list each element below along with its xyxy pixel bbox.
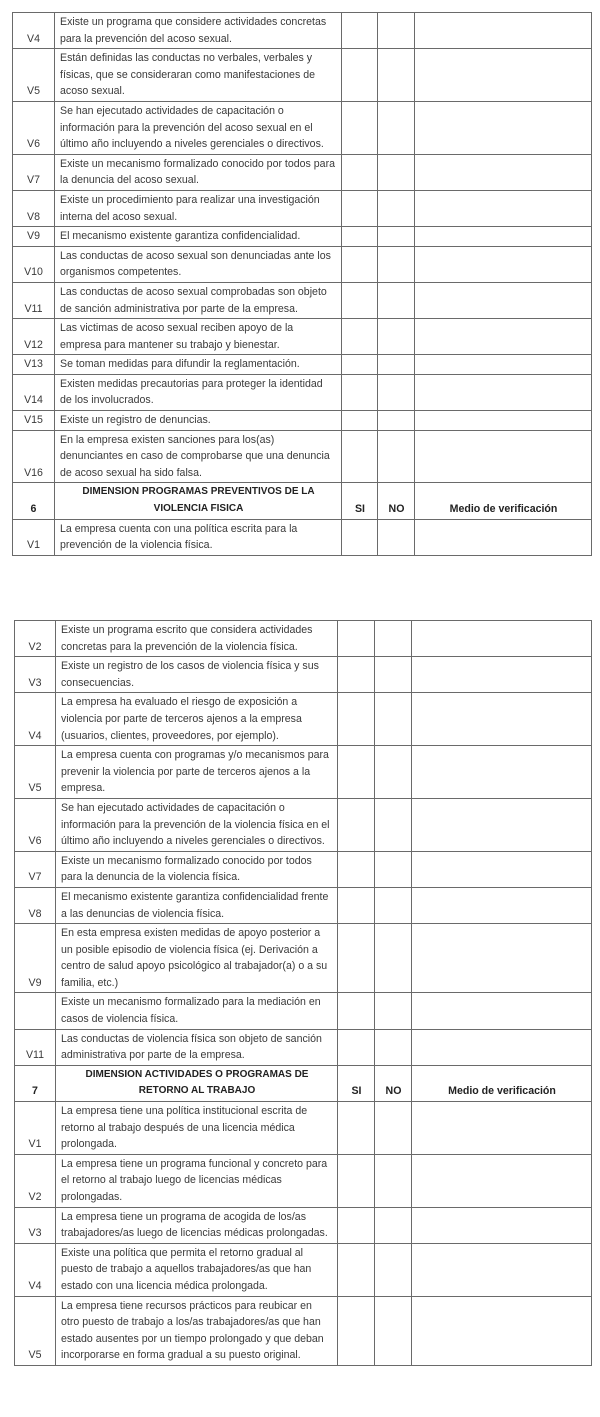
question-code: V5 [13,49,55,102]
no-answer-cell[interactable] [378,355,415,375]
question-code: V5 [15,746,56,799]
si-answer-cell[interactable] [338,1102,375,1155]
no-answer-cell[interactable] [375,621,412,657]
verification-cell[interactable] [412,1243,592,1296]
no-answer-cell[interactable] [375,1154,412,1207]
verification-cell[interactable] [412,851,592,887]
question-code: V12 [13,319,55,355]
question-row [13,154,592,190]
dimension-title: DIMENSION ACTIVIDADES O PROGRAMAS DE RETORNO AL TRABAJO [56,1065,338,1101]
question-text: Existe un mecanismo formalizado conocido por todos para la denuncia del acoso sexual. [55,154,342,190]
question-text: Las conductas de acoso sexual comprobadas son objeto de sanción administrativa por parte de la empresa. [55,282,342,318]
si-answer-cell[interactable] [338,746,375,799]
no-answer-cell[interactable] [378,13,415,49]
question-row [13,355,592,375]
question-code: V7 [13,154,55,190]
si-answer-cell[interactable] [338,1296,375,1365]
si-answer-cell[interactable] [342,13,378,49]
question-text: La empresa cuenta con una política escrita para la prevención de la violencia física. [55,519,342,555]
verification-cell[interactable] [415,319,592,355]
question-row [13,374,592,410]
question-code: V11 [15,1029,56,1065]
si-answer-cell[interactable] [338,1207,375,1243]
no-answer-cell[interactable] [378,227,415,247]
no-answer-cell[interactable] [378,430,415,483]
question-text: En esta empresa existen medidas de apoyo posterior a un posible episodio de violencia física (ej. Derivación a centro de salud apoyo psicológico al trabajador(a) o a su familia, etc.) [56,924,338,993]
no-answer-cell[interactable] [375,746,412,799]
question-code: V2 [15,621,56,657]
no-answer-cell[interactable] [375,1102,412,1155]
question-code: V6 [13,101,55,154]
question-row [13,282,592,318]
question-text: Se han ejecutado actividades de capacitación o información para la prevención del acoso sexual en el último año incluyendo a niveles gerenciales o directivos. [55,101,342,154]
verification-cell[interactable] [412,693,592,746]
verification-cell[interactable] [415,430,592,483]
question-text: Existe un mecanismo formalizado conocido por todos para la denuncia de la violencia física. [56,851,338,887]
question-row [13,49,592,102]
question-row [13,13,592,49]
si-answer-cell[interactable] [338,798,375,851]
dimension-title: DIMENSION PROGRAMAS PREVENTIVOS DE LA VIOLENCIA FISICA [55,483,342,519]
question-row [15,657,592,693]
verification-cell[interactable] [415,246,592,282]
verification-cell[interactable] [412,621,592,657]
question-text: Existe un mecanismo formalizado para la mediación en casos de violencia física. [56,993,338,1029]
no-answer-cell[interactable] [375,1243,412,1296]
question-row [15,798,592,851]
verification-cell[interactable] [412,887,592,923]
verification-cell[interactable] [412,1102,592,1155]
si-answer-cell[interactable] [338,621,375,657]
si-answer-cell[interactable] [338,693,375,746]
question-text: Existe una política que permita el retorno gradual al puesto de trabajo a aquellos trabajadores/as que han estado con una licencia médica prolongada. [56,1243,338,1296]
question-row [15,1207,592,1243]
verification-cell[interactable] [415,49,592,102]
verification-cell[interactable] [412,993,592,1029]
no-answer-cell[interactable] [375,1296,412,1365]
no-answer-cell[interactable] [375,657,412,693]
question-code: V3 [15,657,56,693]
si-answer-cell[interactable] [342,101,378,154]
dimension-header-row [13,483,592,519]
verification-cell[interactable] [412,1207,592,1243]
checklist-table-part-1 [12,12,592,556]
verification-cell[interactable] [415,374,592,410]
no-column-header: NO [378,483,415,519]
question-text: Las conductas de violencia física son objeto de sanción administrativa por parte de la empresa. [56,1029,338,1065]
verification-cell[interactable] [415,355,592,375]
si-answer-cell[interactable] [342,411,378,431]
question-row [13,519,592,555]
question-code: V11 [13,282,55,318]
verification-cell[interactable] [412,798,592,851]
si-answer-cell[interactable] [342,49,378,102]
verification-cell[interactable] [412,1296,592,1365]
question-text: Existe un registro de denuncias. [55,411,342,431]
question-code: V3 [15,1207,56,1243]
si-column-header: SI [342,483,378,519]
question-text: La empresa tiene un programa de acogida de los/as trabajadores/as luego de licencias médicas prolongadas. [56,1207,338,1243]
question-row [15,887,592,923]
question-row [15,1102,592,1155]
question-row [13,227,592,247]
question-row [13,246,592,282]
question-text: Se han ejecutado actividades de capacitación o información para la prevención de la violencia física en el último año incluyendo a niveles gerenciales o directivos. [56,798,338,851]
verification-cell[interactable] [415,282,592,318]
dimension-number: 7 [15,1065,56,1101]
question-row [13,190,592,226]
question-code: V4 [15,1243,56,1296]
question-code: V2 [15,1154,56,1207]
question-text: Existe un registro de los casos de violencia física y sus consecuencias. [56,657,338,693]
verification-cell[interactable] [415,154,592,190]
question-row [15,1243,592,1296]
question-text: La empresa tiene recursos prácticos para reubicar en otro puesto de trabajo a los/as trabajadores/as que han estado ausentes por un tiempo prolongado y que deban incorporarse en forma gradual a su puesto original. [56,1296,338,1365]
no-answer-cell[interactable] [378,101,415,154]
no-column-header: NO [375,1065,412,1101]
verification-cell[interactable] [412,746,592,799]
question-code: V13 [13,355,55,375]
si-answer-cell[interactable] [338,851,375,887]
no-answer-cell[interactable] [375,924,412,993]
si-answer-cell[interactable] [338,993,375,1029]
question-row [15,993,592,1029]
si-answer-cell[interactable] [338,1154,375,1207]
verification-cell[interactable] [415,227,592,247]
no-answer-cell[interactable] [378,374,415,410]
question-text: Se toman medidas para difundir la reglamentación. [55,355,342,375]
si-answer-cell[interactable] [338,657,375,693]
no-answer-cell[interactable] [375,693,412,746]
question-text: La empresa ha evaluado el riesgo de exposición a violencia por parte de terceros ajenos a la empresa (usuarios, clientes, proveedores, por ejemplo). [56,693,338,746]
no-answer-cell[interactable] [375,1207,412,1243]
dimension-header-row [15,1065,592,1101]
question-text: Las victimas de acoso sexual reciben apoyo de la empresa para mantener su trabajo y bienestar. [55,319,342,355]
si-answer-cell[interactable] [342,227,378,247]
question-code: V6 [15,798,56,851]
si-answer-cell[interactable] [342,246,378,282]
question-code: V16 [13,430,55,483]
si-answer-cell[interactable] [342,319,378,355]
si-answer-cell[interactable] [342,519,378,555]
no-answer-cell[interactable] [378,154,415,190]
question-row [15,924,592,993]
question-text: El mecanismo existente garantiza confidencialidad frente a las denuncias de violencia física. [56,887,338,923]
question-code: V8 [13,190,55,226]
no-answer-cell[interactable] [375,993,412,1029]
verification-cell[interactable] [415,101,592,154]
question-code: V10 [13,246,55,282]
no-answer-cell[interactable] [375,1029,412,1065]
no-answer-cell[interactable] [378,319,415,355]
question-code: V9 [15,924,56,993]
si-answer-cell[interactable] [342,282,378,318]
no-answer-cell[interactable] [378,190,415,226]
verification-cell[interactable] [415,411,592,431]
no-answer-cell[interactable] [378,519,415,555]
question-row [15,1154,592,1207]
si-answer-cell[interactable] [338,887,375,923]
verification-cell[interactable] [415,519,592,555]
no-answer-cell[interactable] [378,411,415,431]
medio-column-header: Medio de verificación [412,1065,592,1101]
question-text: En la empresa existen sanciones para los(as) denunciantes en caso de comprobarse que una denuncia de acoso sexual ha sido falsa. [55,430,342,483]
question-text: Existe un programa que considere actividades concretas para la prevención del acoso sexual. [55,13,342,49]
question-row [15,693,592,746]
no-answer-cell[interactable] [375,798,412,851]
verification-cell[interactable] [412,924,592,993]
question-text: Existen medidas precautorias para proteger la identidad de los involucrados. [55,374,342,410]
question-row [13,101,592,154]
question-row [13,319,592,355]
question-code: V15 [13,411,55,431]
question-code: V14 [13,374,55,410]
si-answer-cell[interactable] [342,154,378,190]
si-answer-cell[interactable] [338,1029,375,1065]
verification-cell[interactable] [412,1154,592,1207]
si-answer-cell[interactable] [338,924,375,993]
question-text: Están definidas las conductas no verbales, verbales y físicas, que se consideraran como manifestaciones de acoso sexual. [55,49,342,102]
question-code: V1 [13,519,55,555]
question-text: La empresa cuenta con programas y/o mecanismos para prevenir la violencia por parte de terceros ajenos a la empresa. [56,746,338,799]
no-answer-cell[interactable] [378,282,415,318]
verification-cell[interactable] [415,13,592,49]
si-answer-cell[interactable] [342,374,378,410]
question-row [15,851,592,887]
si-answer-cell[interactable] [342,430,378,483]
si-column-header: SI [338,1065,375,1101]
question-code: V7 [15,851,56,887]
si-answer-cell[interactable] [342,355,378,375]
question-text: La empresa tiene un programa funcional y concreto para el retorno al trabajo luego de licencias médicas prolongadas. [56,1154,338,1207]
question-code: V1 [15,1102,56,1155]
question-row [15,1029,592,1065]
question-code: V9 [13,227,55,247]
no-answer-cell[interactable] [375,887,412,923]
question-row [13,430,592,483]
question-text: Existe un procedimiento para realizar una investigación interna del acoso sexual. [55,190,342,226]
medio-column-header: Medio de verificación [415,483,592,519]
question-text: Existe un programa escrito que considera actividades concretas para la prevención de la violencia física. [56,621,338,657]
question-code: V5 [15,1296,56,1365]
question-row [13,411,592,431]
question-row [15,1296,592,1365]
si-answer-cell[interactable] [338,1243,375,1296]
no-answer-cell[interactable] [378,49,415,102]
no-answer-cell[interactable] [375,851,412,887]
si-answer-cell[interactable] [342,190,378,226]
question-code [15,993,56,1029]
question-code: V8 [15,887,56,923]
question-row [15,621,592,657]
question-code: V4 [13,13,55,49]
dimension-number: 6 [13,483,55,519]
question-text: El mecanismo existente garantiza confidencialidad. [55,227,342,247]
question-code: V4 [15,693,56,746]
verification-cell[interactable] [415,190,592,226]
verification-cell[interactable] [412,657,592,693]
checklist-table-part-2 [14,620,592,1366]
question-text: Las conductas de acoso sexual son denunciadas ante los organismos competentes. [55,246,342,282]
question-text: La empresa tiene una política institucional escrita de retorno al trabajo después de una licencia médica prolongada. [56,1102,338,1155]
verification-cell[interactable] [412,1029,592,1065]
question-row [15,746,592,799]
no-answer-cell[interactable] [378,246,415,282]
